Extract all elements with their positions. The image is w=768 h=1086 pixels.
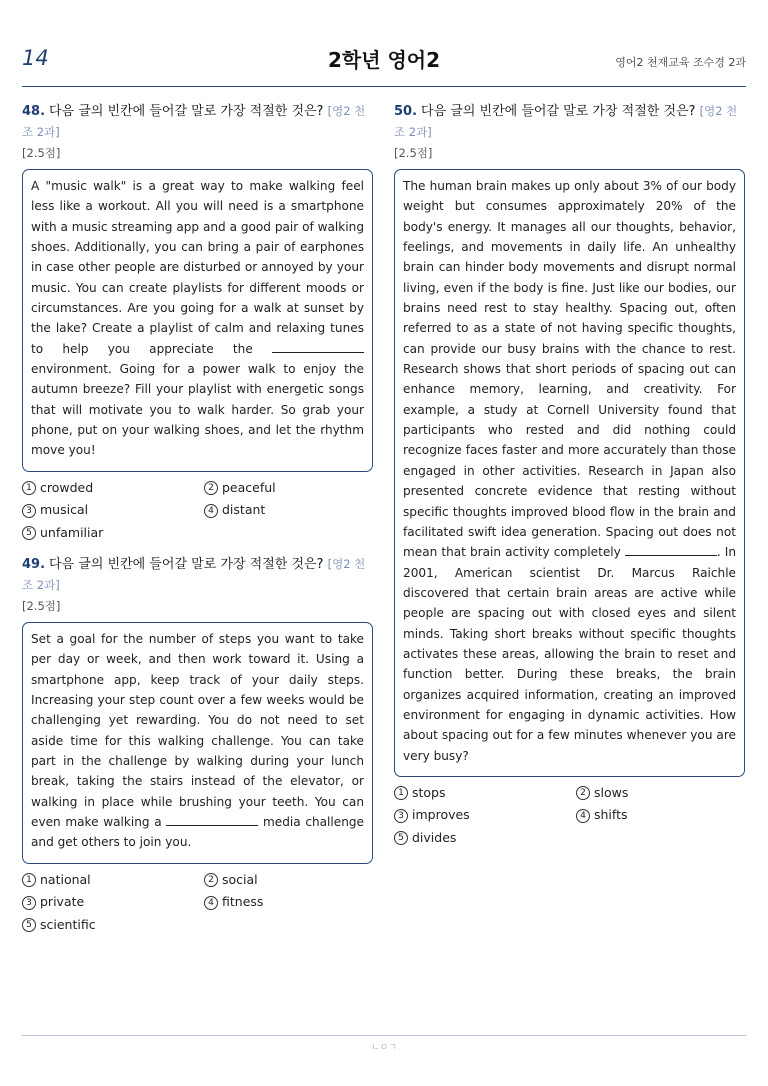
choice-number-circle: 4 bbox=[204, 504, 218, 518]
choice-text: peaceful bbox=[222, 479, 276, 495]
answer-blank bbox=[272, 340, 364, 353]
question-prompt: 다음 글의 빈칸에 들어갈 말로 가장 적절한 것은? bbox=[421, 104, 696, 119]
choice-number-circle: 3 bbox=[394, 809, 408, 823]
choice-text: shifts bbox=[594, 807, 628, 823]
question-heading bbox=[22, 554, 373, 596]
choice-list bbox=[22, 870, 373, 936]
choice-number-circle: 5 bbox=[22, 526, 36, 540]
question-source: [영2 천조 2과] bbox=[22, 104, 366, 139]
choice-4[interactable] bbox=[204, 500, 374, 521]
question-48 bbox=[22, 101, 373, 543]
passage-text-before: The human brain makes up only about 3% of our body weight but consumes approximately 20% of the body's energy. It manages all our thoughts, behavior, feelings, and movements in daily life. An unhealthy brain can hinder body movements and disrupt normal living, even if the body is fine. Just like our bodies, our brains need rest to stay healthy. Spacing out, often referred to as a state of not having specific thoughts, can provide our busy brains with the chance to rest. Research shows that short periods of spacing out can enhance memory, learning, and creativity. For example, a study at Cornell University found that participants who rested and did nothing could recognize faces faster and more accurately than those engaged in other activities. Research in Japan also presented concrete evidence that resting without specific thoughts improved blood flow in the brain and facilitated swift idea generation. Spacing out does not mean that brain activity completely bbox=[403, 179, 736, 560]
choice-2[interactable] bbox=[576, 783, 746, 804]
choice-number-circle: 2 bbox=[204, 481, 218, 495]
choice-list bbox=[22, 478, 373, 544]
question-points: [2.5점] bbox=[394, 146, 433, 160]
choice-4[interactable] bbox=[204, 892, 374, 913]
choice-number-circle: 5 bbox=[22, 918, 36, 932]
choice-2[interactable] bbox=[204, 870, 374, 891]
choice-number-circle: 1 bbox=[394, 786, 408, 800]
choice-4[interactable] bbox=[576, 805, 746, 826]
choice-1[interactable] bbox=[22, 478, 204, 499]
footer-mark: ㄴㅇㄱ bbox=[370, 1043, 398, 1053]
question-number: 50. bbox=[394, 104, 418, 119]
question-number: 48. bbox=[22, 104, 46, 119]
choice-5[interactable] bbox=[394, 828, 576, 849]
choice-text: slows bbox=[594, 784, 629, 800]
question-source: [영2 천조 2과] bbox=[22, 557, 366, 592]
question-50 bbox=[394, 101, 745, 848]
subject-label: 영어2 천재교육 조수경 2과 bbox=[615, 56, 746, 69]
passage-text-before: A "music walk" is a great way to make walking feel less like a workout. All you will need is a smartphone with a music streaming app and a good pair of walking shoes. Additionally, you can bring a pair of earphones in case other people are disturbed or annoyed by your music. You can create playlists for different moods or circumstances. Are you going for a walk at sunset by the lake? Create a playlist of calm and relaxing tunes to help you appreciate the bbox=[31, 179, 364, 356]
choice-number-circle: 2 bbox=[204, 873, 218, 887]
passage-text-before: Set a goal for the number of steps you want to take per day or week, and then work toward it. Using a smartphone app, keep track of your daily steps. Increasing your step count over a few weeks would be challenging yet rewarding. You do not need to set aside time for this walking challenge. You can take part in the challenge by walking during your lunch break, taking the stairs instead of the elevator, or walking in place while brushing your teeth. You can even make walking a bbox=[31, 632, 364, 830]
page-header bbox=[22, 0, 746, 87]
question-number: 49. bbox=[22, 557, 46, 572]
question-source: [영2 천조 2과] bbox=[394, 104, 738, 139]
choice-text: musical bbox=[40, 502, 89, 518]
question-points: [2.5점] bbox=[22, 146, 61, 160]
choice-text: distant bbox=[222, 502, 266, 518]
choice-text: divides bbox=[412, 829, 457, 845]
choice-number-circle: 3 bbox=[22, 504, 36, 518]
passage-text-after: media challenge and get others to join you. bbox=[31, 815, 364, 850]
choice-2[interactable] bbox=[204, 478, 374, 499]
choice-text: national bbox=[40, 871, 91, 887]
choice-text: unfamiliar bbox=[40, 524, 104, 540]
choice-number-circle: 3 bbox=[22, 896, 36, 910]
passage-box bbox=[22, 622, 373, 864]
choice-3[interactable] bbox=[22, 892, 204, 913]
choice-text: scientific bbox=[40, 916, 96, 932]
passage-text-after: . In 2001, American scientist Dr. Marcus Raichle discovered that certain brain areas are active while people are spacing out with closed eyes and silent minds. Taking short breaks without specific thoughts activates these areas, allowing the brain to reset and function better. During these breaks, the brain organizes acquired information, creating an improved environment for engaging in dynamic activities. How about spacing out for a few minutes whenever you are very busy? bbox=[403, 545, 736, 763]
choice-3[interactable] bbox=[22, 500, 204, 521]
question-prompt: 다음 글의 빈칸에 들어갈 말로 가장 적절한 것은? bbox=[49, 104, 324, 119]
choice-number-circle: 4 bbox=[576, 809, 590, 823]
choice-5[interactable] bbox=[22, 915, 204, 936]
passage-box bbox=[394, 169, 745, 777]
passage-box bbox=[22, 169, 373, 472]
choice-number-circle: 1 bbox=[22, 873, 36, 887]
choice-3[interactable] bbox=[394, 805, 576, 826]
choice-text: fitness bbox=[222, 894, 264, 910]
page-number: 14 bbox=[22, 46, 49, 70]
choice-number-circle: 1 bbox=[22, 481, 36, 495]
question-points: [2.5점] bbox=[22, 599, 61, 613]
question-49 bbox=[22, 554, 373, 935]
choice-5[interactable] bbox=[22, 523, 204, 544]
choice-text: social bbox=[222, 871, 258, 887]
choice-list bbox=[394, 783, 745, 849]
answer-blank bbox=[166, 813, 258, 826]
choice-1[interactable] bbox=[394, 783, 576, 804]
question-heading bbox=[394, 101, 745, 143]
answer-blank bbox=[625, 543, 717, 556]
choice-text: improves bbox=[412, 807, 470, 823]
choice-text: private bbox=[40, 894, 85, 910]
question-heading bbox=[22, 101, 373, 143]
choice-number-circle: 4 bbox=[204, 896, 218, 910]
question-prompt: 다음 글의 빈칸에 들어갈 말로 가장 적절한 것은? bbox=[49, 557, 324, 572]
footer-divider bbox=[22, 1035, 746, 1036]
passage-text-after: environment. Going for a power walk to enjoy the autumn breeze? Fill your playlist with energetic songs that will motivate you to walk harder. So grab your phone, put on your walking shoes, and let the rhythm move you! bbox=[31, 362, 364, 458]
choice-number-circle: 5 bbox=[394, 831, 408, 845]
exam-title: 2학년 영어2 bbox=[327, 48, 441, 72]
choice-number-circle: 2 bbox=[576, 786, 590, 800]
choice-text: stops bbox=[412, 784, 446, 800]
choice-text: crowded bbox=[40, 479, 94, 495]
choice-1[interactable] bbox=[22, 870, 204, 891]
